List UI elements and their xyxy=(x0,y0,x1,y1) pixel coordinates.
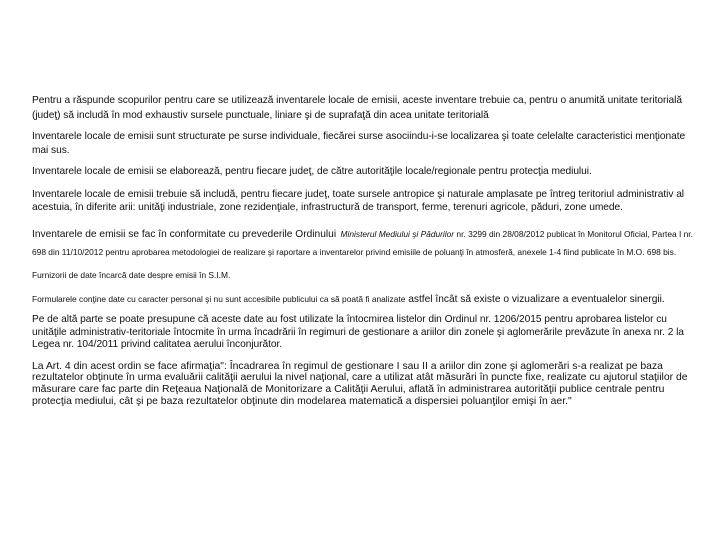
legal-basis-details: nr. 3299 din 28/08/2012 publicat în Monitorul Oficial, Partea I nr. 698 din 11/10/2012 pentru aprobarea metodologiei de realizare şi raportare a inventarelor privind emisiile de poluanţi în atmosferă, anexele 1-4 fiind publicate în M.O. 698 bis. xyxy=(32,228,693,257)
document-body xyxy=(32,94,694,407)
forms-synergies-text: astfel încât să existe o vizualizare a eventualelor sinergii. xyxy=(405,293,665,305)
ministry-name: Ministerul Mediului şi Pădurilor xyxy=(340,228,455,239)
paragraph-legal-basis xyxy=(32,224,694,260)
paragraph-forms-confidentiality xyxy=(32,292,694,306)
paragraph-article-4-quote: La Art. 4 din acest ordin se face afirmaţia": Încadrarea în regimul de gestionare I sau II a ariilor din zone şi aglomerări s-a realizat pe baza rezultatelor obţinute în urma evaluării calităţii aerului la nivel naţional, care a utilizat atât măsurări în puncte fixe, realizate cu ajutorul staţiilor de măsurare care fac parte din Reţeaua Naţională de Monitorizare a Calităţii Aerului, aflată în administrarea autorităţii publice centrale pentru protecţia mediului, cât şi pe baza rezultatelor obţinute din modelarea matematică a dispersiei poluanţilor emişi în aer." xyxy=(32,360,688,407)
legal-basis-text: Inventarele de emisii se fac în conformitate cu prevederile Ordinului xyxy=(32,228,337,240)
paragraph-inventory-purpose: Pentru a răspunde scopurilor pentru care se utilizează inventarele locale de emisii, aceste inventare trebuie ca, pentru o anumită unitate teritorială (judeţ) să includă în mod exhaustiv sursele punctuale, liniare şi de suprafaţă din acea unitate teritorială xyxy=(32,95,682,121)
forms-confidentiality-text: Formularele conţine date cu caracter personal şi nu sunt accesibile publicului ca să poată fi analizate xyxy=(32,293,406,304)
paragraph-data-providers: Furnizorii de date încarcă date despre emisii în S.I.M. xyxy=(32,269,231,280)
paragraph-order-1206: Pe de altă parte se poate presupune că aceste date au fost utilizate la întocmirea listelor din Ordinul nr. 1206/2015 pentru aprobarea listelor cu unităţile administrativ-teritoriale întocmite în urma încadrării în regimuri de gestionare a ariilor din zonele şi aglomerările prevăzute în anexa nr. 2 la Legea nr. 104/2011 privind calitatea aerului înconjurător. xyxy=(32,314,684,350)
paragraph-inventory-structure: Inventarele locale de emisii sunt structurate pe surse individuale, fiecărei surse asociindu-i-se localizarea şi toate celelalte caracteristici menţionate mai sus. xyxy=(32,131,686,156)
paragraph-inventory-elaboration: Inventarele locale de emisii se elaborează, pentru fiecare judeţ, de către autorităţile locale/regionale pentru protecţia mediului. xyxy=(32,166,592,177)
paragraph-inventory-sources: Inventarele locale de emisii trebuie să includă, pentru fiecare judeţ, toate sursele antropice şi naturale amplasate pe întreg teritoriul administrativ al acestuia, în diferite arii: unităţi industriale, zone rezidenţiale, infrastructură de transport, ferme, terenuri agricole, păduri, zone umede. xyxy=(32,188,685,213)
